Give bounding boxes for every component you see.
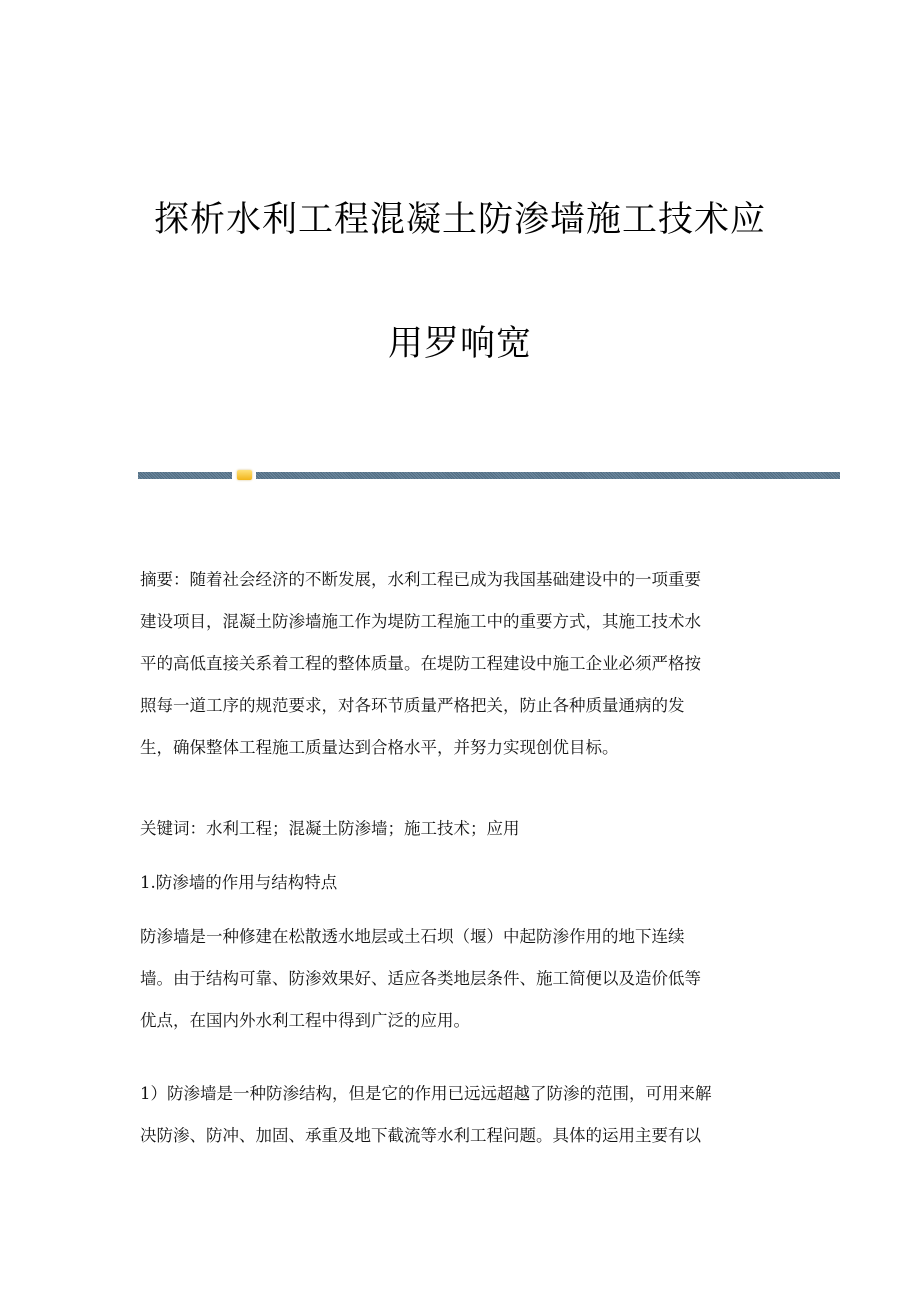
text-line: 平的高低直接关系着工程的整体质量。在堤防工程建设中施工企业必须严格按 [140,654,701,673]
text-line: 摘要：随着社会经济的不断发展，水利工程已成为我国基础建设中的一项重要 [140,570,701,589]
document-title-line-2: 用罗响宽 [387,324,532,364]
divider-bar-right [256,472,840,479]
text-line: 建设项目，混凝土防渗墙施工作为堤防工程施工中的重要方式，其施工技术水 [140,612,701,631]
text-line: 关键词：水利工程；混凝土防渗墙；施工技术；应用 [140,819,520,838]
section-heading [140,862,790,904]
text-line: 防渗墙是一种修建在松散透水地层或土石坝（堰）中起防渗作用的地下连续 [140,927,685,946]
gold-gem-ornament-icon [237,470,252,480]
keywords-line [140,808,790,850]
text-line: 生，确保整体工程施工质量达到合格水平，并努力实现创优目标。 [140,738,619,757]
text-line: 决防渗、防冲、加固、承重及地下截流等水利工程问题。具体的运用主要有以 [140,1126,701,1145]
divider-bar-left [138,472,232,479]
point-1-paragraph [140,1073,790,1157]
document-title-line-1: 探析水利工程混凝土防渗墙施工技术应 [153,200,766,240]
abstract-paragraph [140,559,790,769]
text-line: 照每一道工序的规范要求，对各环节质量严格把关，防止各种质量通病的发 [140,696,685,715]
section-intro-paragraph [140,916,790,1042]
text-line: 墙。由于结构可靠、防渗效果好、适应各类地层条件、施工简便以及造价低等 [140,969,701,988]
text-line: 优点，在国内外水利工程中得到广泛的应用。 [140,1011,470,1030]
text-line: 1.防渗墙的作用与结构特点 [140,873,338,892]
text-line: 1）防渗墙是一种防渗结构，但是它的作用已远远超越了防渗的范围，可用来解 [140,1084,712,1103]
